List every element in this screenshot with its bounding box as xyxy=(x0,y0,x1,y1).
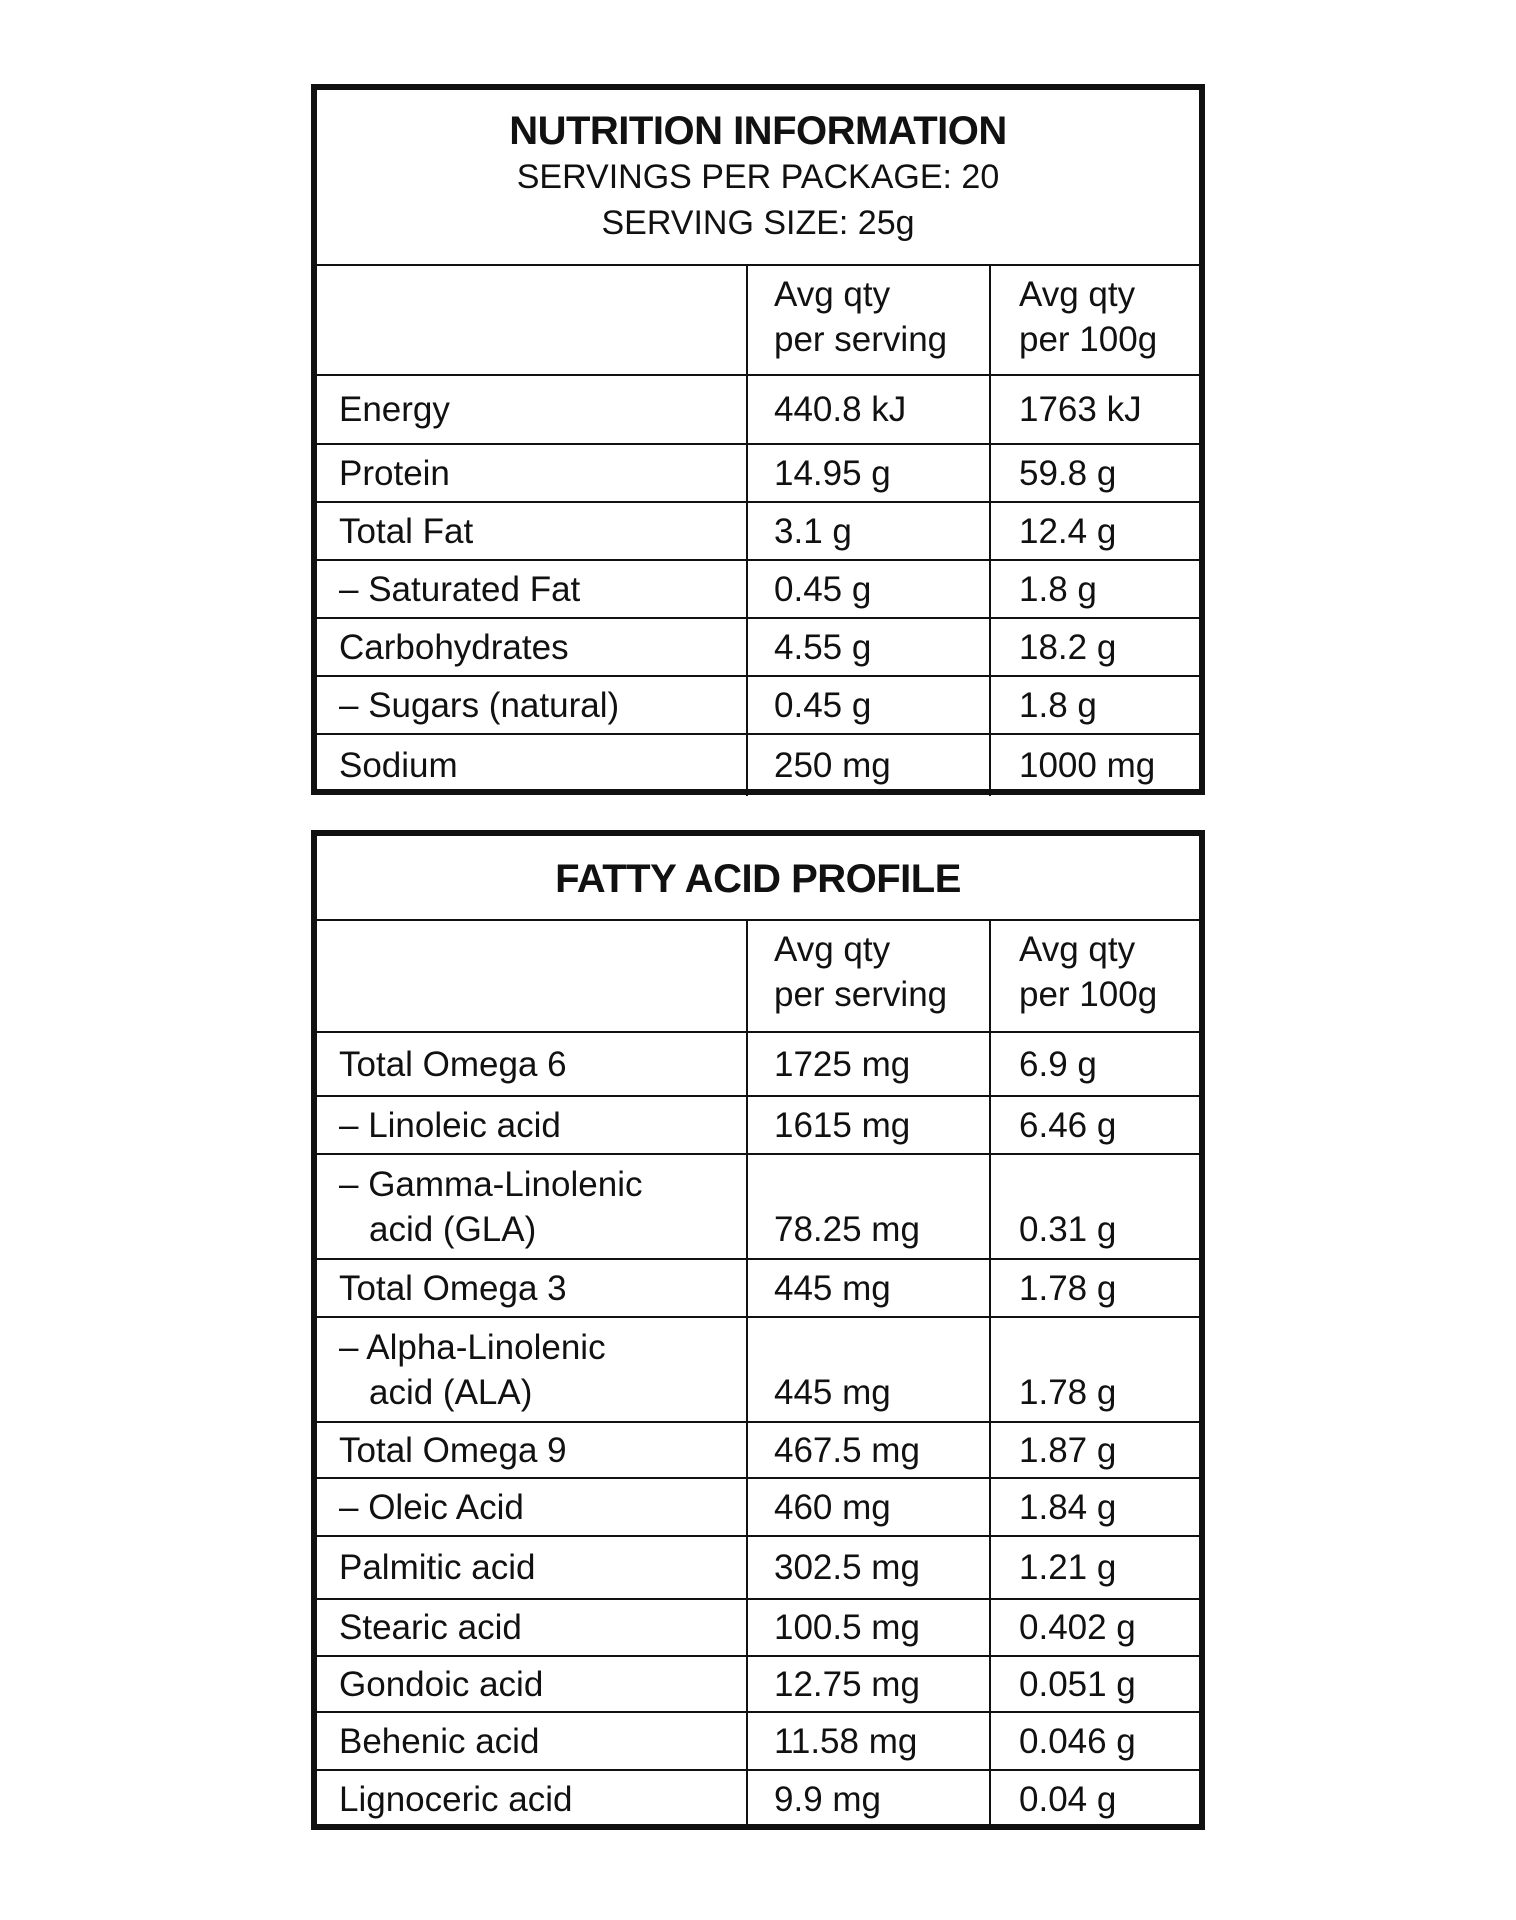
nutrition-title: NUTRITION INFORMATION xyxy=(509,109,1007,153)
fatty-acid-name-line1: – Gamma-Linolenic xyxy=(339,1164,643,1204)
nutrient-per-serving: 0.45 g xyxy=(746,561,989,617)
nutrient-name: – Sugars (natural) xyxy=(339,685,620,725)
nutrient-per-100g: 1.8 g xyxy=(989,677,1199,733)
fatty-acid-name: Stearic acid xyxy=(339,1608,522,1647)
fatty-acid-name xyxy=(317,1318,746,1421)
fatty-acid-per-100g: 1.87 g xyxy=(989,1423,1199,1477)
col-label-line1: Avg qty xyxy=(774,275,891,314)
fatty-acid-name-line1: – Alpha-Linolenic xyxy=(339,1327,606,1367)
fatty-acid-per-100g: 0.04 g xyxy=(989,1771,1199,1827)
fatty-acid-per-serving: 11.58 mg xyxy=(746,1713,989,1769)
nutrient-per-100g: 1763 kJ xyxy=(989,376,1199,443)
nutrient-name: Total Fat xyxy=(339,511,474,551)
nutrient-per-serving: 14.95 g xyxy=(746,445,989,501)
fatty-acid-per-100g: 1.84 g xyxy=(989,1479,1199,1535)
nutrition-col-per-serving xyxy=(746,266,989,374)
fatty-acid-per-serving: 100.5 mg xyxy=(746,1600,989,1655)
nutrient-per-100g: 18.2 g xyxy=(989,619,1199,675)
fatty-header xyxy=(317,836,1199,921)
fatty-acid-per-100g: 1.78 g xyxy=(989,1260,1199,1316)
nutrient-per-100g: 12.4 g xyxy=(989,503,1199,559)
nutrient-name: – Saturated Fat xyxy=(339,569,581,609)
fatty-row-lignoceric-acid xyxy=(317,1771,1199,1827)
fatty-acid-name xyxy=(317,1155,746,1258)
fatty-acid-per-100g: 0.402 g xyxy=(989,1600,1199,1655)
fatty-acid-per-100g: 1.21 g xyxy=(989,1537,1199,1598)
nutrient-name: Sodium xyxy=(339,746,458,785)
fatty-row-oleic-acid xyxy=(317,1479,1199,1537)
fatty-col-per-serving xyxy=(746,921,989,1031)
nutrient-per-100g: 1.8 g xyxy=(989,561,1199,617)
fatty-acid-per-100g: 1.78 g xyxy=(989,1318,1199,1421)
nutrition-row-total-fat xyxy=(317,503,1199,561)
nutrition-row-sugars xyxy=(317,677,1199,735)
fatty-acid-name-line2: acid (GLA) xyxy=(369,1209,537,1249)
col-label-line2: per 100g xyxy=(1019,320,1158,359)
nutrient-per-serving: 250 mg xyxy=(746,735,989,796)
fatty-acid-name: Palmitic acid xyxy=(339,1548,536,1587)
col-label-line1: Avg qty xyxy=(1019,275,1136,314)
fatty-acid-per-serving: 1615 mg xyxy=(746,1097,989,1153)
col-label-line2: per 100g xyxy=(1019,975,1158,1014)
fatty-row-alpha-linolenic xyxy=(317,1318,1199,1423)
fatty-acid-name: Total Omega 6 xyxy=(339,1044,567,1084)
fatty-row-gondoic-acid xyxy=(317,1657,1199,1713)
fatty-row-total-omega-9 xyxy=(317,1423,1199,1479)
fatty-acid-per-100g: 0.31 g xyxy=(989,1155,1199,1258)
fatty-title: FATTY ACID PROFILE xyxy=(555,857,961,901)
fatty-acid-name-line2: acid (ALA) xyxy=(369,1372,533,1412)
nutrition-header-blank xyxy=(317,266,746,374)
nutrient-per-serving: 0.45 g xyxy=(746,677,989,733)
nutrition-row-saturated-fat xyxy=(317,561,1199,619)
fatty-row-behenic-acid xyxy=(317,1713,1199,1771)
nutrient-per-serving: 4.55 g xyxy=(746,619,989,675)
col-label-line2: per serving xyxy=(774,320,948,359)
nutrient-name: Carbohydrates xyxy=(339,627,569,667)
nutrition-header xyxy=(317,90,1199,266)
fatty-acid-name: Total Omega 3 xyxy=(339,1268,567,1308)
fatty-acid-per-serving: 460 mg xyxy=(746,1479,989,1535)
fatty-row-linoleic-acid xyxy=(317,1097,1199,1155)
fatty-acid-name: Total Omega 9 xyxy=(339,1430,567,1470)
nutrition-row-protein xyxy=(317,445,1199,503)
nutrient-per-serving: 3.1 g xyxy=(746,503,989,559)
nutrition-row-energy xyxy=(317,376,1199,445)
nutrient-name: Protein xyxy=(339,453,450,493)
fatty-acid-per-serving: 1725 mg xyxy=(746,1033,989,1095)
fatty-acid-per-serving: 12.75 mg xyxy=(746,1657,989,1711)
fatty-acid-per-serving: 9.9 mg xyxy=(746,1771,989,1827)
fatty-acid-name: Behenic acid xyxy=(339,1721,540,1761)
fatty-acid-per-100g: 6.9 g xyxy=(989,1033,1199,1095)
nutrient-name: Energy xyxy=(339,390,450,429)
fatty-acid-per-100g: 6.46 g xyxy=(989,1097,1199,1153)
col-label-line1: Avg qty xyxy=(1019,930,1136,969)
fatty-acid-name: Lignoceric acid xyxy=(339,1779,573,1819)
fatty-column-header-row xyxy=(317,921,1199,1033)
fatty-acid-name: – Oleic Acid xyxy=(339,1487,524,1527)
fatty-acid-per-serving: 302.5 mg xyxy=(746,1537,989,1598)
nutrition-col-per-100g xyxy=(989,266,1199,374)
nutrient-per-100g: 1000 mg xyxy=(989,735,1199,796)
fatty-acid-name: Gondoic acid xyxy=(339,1664,544,1704)
fatty-acid-profile-panel xyxy=(311,830,1205,1830)
fatty-col-per-100g xyxy=(989,921,1199,1031)
fatty-acid-per-serving: 78.25 mg xyxy=(746,1155,989,1258)
fatty-row-palmitic-acid xyxy=(317,1537,1199,1600)
fatty-row-gamma-linolenic xyxy=(317,1155,1199,1260)
nutrition-information-panel xyxy=(311,84,1205,795)
serving-size: SERVING SIZE: 25g xyxy=(601,204,915,242)
nutrient-per-serving: 440.8 kJ xyxy=(746,376,989,443)
fatty-acid-per-100g: 0.046 g xyxy=(989,1713,1199,1769)
fatty-acid-per-100g: 0.051 g xyxy=(989,1657,1199,1711)
nutrient-per-100g: 59.8 g xyxy=(989,445,1199,501)
fatty-acid-per-serving: 445 mg xyxy=(746,1260,989,1316)
fatty-row-stearic-acid xyxy=(317,1600,1199,1657)
fatty-row-total-omega-3 xyxy=(317,1260,1199,1318)
fatty-acid-per-serving: 445 mg xyxy=(746,1318,989,1421)
nutrition-row-sodium xyxy=(317,735,1199,796)
nutrition-column-header-row xyxy=(317,266,1199,376)
nutrition-row-carbohydrates xyxy=(317,619,1199,677)
servings-per-package: SERVINGS PER PACKAGE: 20 xyxy=(516,158,1000,196)
fatty-acid-per-serving: 467.5 mg xyxy=(746,1423,989,1477)
fatty-header-blank xyxy=(317,921,746,1031)
col-label-line2: per serving xyxy=(774,975,948,1014)
col-label-line1: Avg qty xyxy=(774,930,891,969)
fatty-acid-name: – Linoleic acid xyxy=(339,1105,561,1145)
fatty-row-total-omega-6 xyxy=(317,1033,1199,1097)
